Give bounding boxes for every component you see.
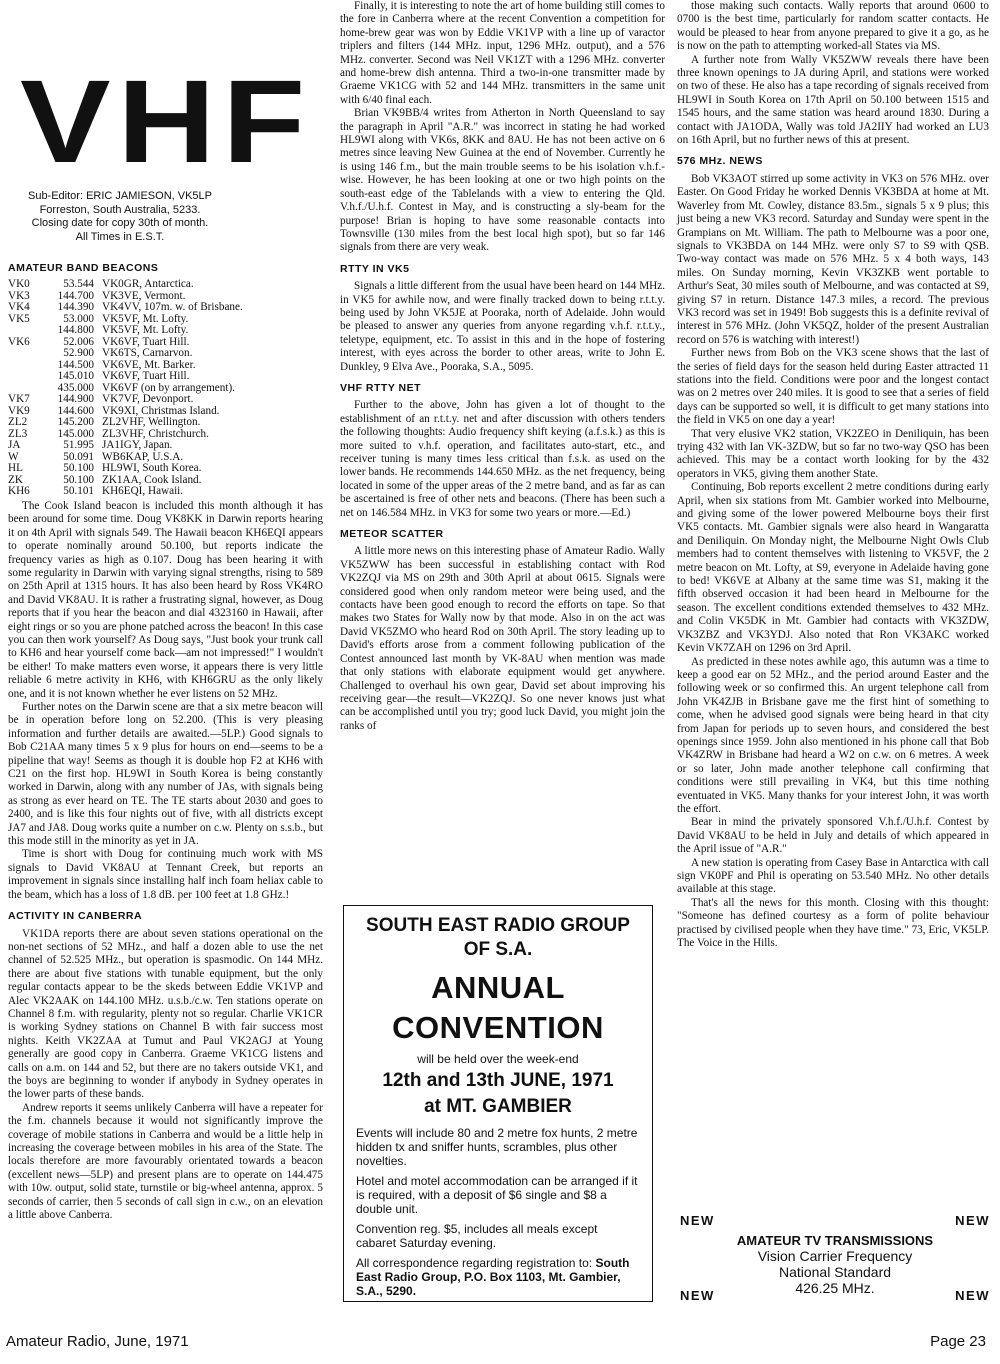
beacon-station: VK3VE, Vermont. — [102, 289, 186, 302]
beacon-station: VK5VF, Mt. Lofty. — [102, 312, 189, 325]
beacon-frequency: 144.700 — [57, 289, 94, 302]
beacons-table — [8, 279, 247, 498]
paragraph: Continuing, Bob reports excellent 2 metre conditions during early April, when six stations from Mt. Gambier worked into Melbourne, and giving some of the lower powered Melbourne boys their first VK5 contacts. Mt. Gambier signals were also heard in Wangaratta and Deniliquin. On Monday night, the Melbourne Night Owls Club members had to content themselves with listening to VK5VF, the 2 metre beacon on Mt. Lofty, at S9, everyone in Adelaide having gone to bed! VK6VE at Albany at the same time was S1, making it the fifth observed occasion it had been heard in Melbourne for the season. The excellent conditions extended themselves to 432 MHz. and Colin VK5DK in Mt. Gambier had contacts with VK3ZDW, VK3ZBZ and VK3YDJ. Also noted that Ron VK3AKC worked Kevin VK7ZAH on 1296 on 3rd April. — [677, 481, 989, 655]
column-3-body — [677, 0, 989, 147]
beacon-frequency: 51.995 — [63, 439, 94, 452]
beacon-station: JA1IGY, Japan. — [102, 439, 173, 452]
beacon-area: KH6 — [8, 485, 30, 498]
beacon-station: WB6KAP, U.S.A. — [102, 450, 184, 463]
beacon-frequency: 145.010 — [57, 370, 94, 383]
footer-page-number: Page 23 — [930, 1333, 986, 1350]
paragraph: That very elusive VK2 station, VK2ZEO in Deniliquin, has been trying 432 with Ian VK-3ZDW, but so far no two-way QSO has been achieved. This may be a contact worth looking for by the 432 operators in VK5, giving them another State. — [677, 427, 989, 480]
column-1-body — [8, 500, 323, 902]
beacon-area — [8, 371, 42, 383]
heading-beacons: AMATEUR BAND BEACONS — [8, 262, 159, 274]
beacon-station: VK6TS, Carnarvon. — [102, 347, 193, 360]
beacon-station: VK9XI, Christmas Island. — [102, 404, 220, 417]
heading-meteor-scatter: METEOR SCATTER — [340, 528, 444, 541]
editor-info: Sub-Editor: ERIC JAMIESON, VK5LP Forreston, South Australia, 5233. Closing date for copy 30th of month. All Times in E.S.T. — [27, 190, 212, 243]
ad-correspondence: All correspondence regarding registration to: South East Radio Group, P.O. Box 1103, Mt. Gambier, S.A., 5290. — [356, 1256, 630, 1298]
beacon-area: VK3 — [8, 289, 30, 302]
new-label-tl: NEW — [680, 1213, 715, 1228]
ad-events: Events will include 80 and 2 metre fox hunts, 2 metre hidden tx and sniffer hunts, scrambles, plus other novelties. — [356, 1126, 638, 1168]
beacon-area: VK0 — [8, 278, 30, 291]
ad-dates: 12th and 13th JUNE, 1971 — [382, 1070, 614, 1091]
beacon-area: VK7 — [8, 393, 30, 406]
amateur-tv-notice — [680, 1213, 990, 1303]
beacon-area — [8, 360, 42, 372]
section-logo: VHF — [20, 56, 313, 188]
beacon-area: ZL3 — [8, 427, 28, 440]
beacon-area: ZL2 — [8, 416, 28, 429]
heading-canberra: ACTIVITY IN CANBERRA — [8, 910, 143, 923]
paragraph: Further notes on the Darwin scene are that a six metre beacon will be in operation before long on 52.200. (This is very pleasing information and further details are awaited.—5LP.) Good signals to Bob C21AA many times 5 x 9 plus for hours on end—seems to be a pipeline that way! Seems as though it is double hop F2 at KH6 with C21 on the first hop. HL9WI in South Korea is being constantly worked in Darwin, along with any number of JAs, with signals being as strong as ever heard on TE. The TE starts about 2030 and goes to 2400, and is like this four nights out of five, with all districts except JA7 and JA8. Doug works quite a number on c.w. Plenty on s.s.b., but this mode still in the minority as yet in JA. — [8, 701, 323, 848]
ad-org-line-1: SOUTH EAST RADIO GROUP — [366, 915, 630, 936]
beacon-area: VK6 — [8, 335, 30, 348]
paragraph: As predicted in these notes awhile ago, this autumn was a time to keep a good ear on 52 MHz., and the period around Easter and the following week or so confirmed this. An urgent telephone call from John VK4ZJB in Brisbane gave me the first hint of something to come, when he advised good signals were being heard in that city from Japan for periods up to seven hours, and considered the best openings since 1959. John also mentioned in his phone call that Bob VK4ZRW in Brisbane had heard a W2 on c.w. on 6 metres. A week or so later, John made another telephone call confirming that conditions were still prevailing in VK4, but this time nothing eventuated in VK5. Many thanks for your interest John, it was worth the effort. — [677, 655, 989, 815]
paragraph: Brian VK9BB/4 writes from Atherton in North Queensland to say the paragraph in April "A.R." was incorrect in stating he had worked HL9WI along with VK6s, 8KK and 8AU. He has not been active on 6 metres since leaving New Guinea at the end of November. Currently he is using 146 f.m., but the main trouble seems to be his isolation v.h.f.-wise. However, he has been looking at one or two high points on the south-east edge of the Tablelands with a view to entering the Qld. V.h.f./U.h.f. Contest in May, and is constructing a sly-beam for the purpose! Brian is hoping to have some reasonable contacts into Townsville (130 miles from the best local high spot), but so far 146 signals from there are very weak. — [340, 107, 665, 254]
rtty-net-text: Further to the above, John has given a lot of thought to the establishment of an r.t.t.y. net and after discussion with others tenders the following thoughts: Audio frequency shift keying (a.f.s.k.) as this is more suited to v.h.f. operation, and facilitates auto-start, etc., and receiver tuning is many times less critical than f.s.k. as used on the lower bands. He recommends 144.650 MHz. as the net frequency, being located in some of the upper areas of the 2 metre band, and as far as can be ascertained is free of other nets and beacons. (There has been such a net on 146.584 MHz. in VK3 for some two years or more.—Ed.) — [340, 399, 665, 519]
new-label-tr: NEW — [955, 1213, 990, 1228]
beacon-frequency: 50.100 — [63, 473, 94, 486]
column-2-body — [340, 0, 665, 255]
paragraph: Andrew reports it seems unlikely Canberra will have a repeater for the f.m. channels because it would not significantly improve the coverage of mobile stations in Canberra and would be a little help in increasing the coverage between mobiles in his area of the State. The locals therefore are more favourably orientated towards a beacon (excellent news—5LP) and present plans are to operate on 144.475 with 10w. output, solid state, turnstile or big-wheel antenna, approx. 5 seconds of carrier, then 5 seconds of call sign in c.w., on an elevation a little above Canberra. — [8, 1101, 323, 1222]
paragraph: That's all the news for this month. Closing with this thought: "Someone has defined courtesy as a form of polite behaviour practised by civilised people when they have time." 73, Eric, VK5LP. The Voice in the Hills. — [677, 896, 989, 950]
ad-title: ANNUAL CONVENTION — [392, 970, 604, 1045]
beacon-area: JA — [8, 439, 21, 452]
atv-line-3: National Standard — [778, 1264, 892, 1280]
heading-rtty-net: VHF RTTY NET — [340, 381, 422, 394]
paragraph: The Cook Island beacon is included this month although it has been around for some time. Doug VK8KK in Darwin reports hearing it on 4th April with signals 549. The Hawaii beacon KH6EQI appears to operate nominally around 50.100, but reports indicate the frequency varies as high as 0.107. Doug has been hearing it with some regularity in Darwin with varying signal strengths, rising to 589 on 25th April at 1315 hours. It has also been heard by Ross VK4RO and David VK8AU. It is rather a frustrating signal, however, as Doug reports that if you hear the beacon and dial 4323160 in Hawaii, after eight rings or so you are phone patched across the beacon! In this case you can then work yourself? As Doug says, "Just book your trunk call to KH6 and hear yourself come back—am not impressed!" I wouldn't be either! To make matters even worse, it appears there is very little reliable 6 metre activity in KH6, with KH6GRU as the only likely one, and it is not known whether he ever listens on 52 MHz. — [8, 499, 323, 700]
beacon-frequency: 144.390 — [57, 301, 94, 314]
paragraph: Bear in mind the privately sponsored V.h.f./U.h.f. Contest by David VK8AU to be held in July and details of which appeared in the April issue of "A.R." — [677, 816, 989, 856]
ad-org-line-2: OF S.A. — [463, 939, 533, 960]
beacon-station: VK5VF, Mt. Lofty. — [102, 324, 189, 337]
beacon-frequency: 145.200 — [57, 416, 94, 429]
beacon-frequency: 435.000 — [57, 381, 94, 394]
ad-held: will be held over the week-end — [417, 1052, 579, 1066]
beacon-row — [8, 486, 247, 498]
beacon-area: HL — [8, 462, 23, 475]
paragraph: A new station is operating from Casey Base in Antarctica with call sign VK0PF and Phil is operating on 53.540 MHz. No other details available at this stage. — [677, 856, 989, 896]
576-news-body — [677, 173, 989, 951]
canberra-body — [8, 928, 323, 1223]
atv-line-2: Vision Carrier Frequency — [757, 1248, 913, 1264]
heading-576-news: 576 MHz. NEWS — [677, 155, 763, 168]
beacon-station: HL9WI, South Korea. — [102, 462, 202, 475]
convention-advert — [343, 905, 653, 1302]
beacon-area: ZK — [8, 473, 23, 486]
column-1 — [8, 0, 323, 1222]
beacon-frequency: 50.091 — [63, 450, 94, 463]
paragraph: A further note from Wally VK5ZWW reveals there have been three known openings to JA during April, and stations were worked on two of these. He also has a tape recording of signals received from HL9WI in South Korea on 17th April on 50.100 between 1515 and 1545 hours, and the same station was heard around 1830. During a contact with JA1ODA, Wally was told JA2IIY had worked an LU3 on 16th April, but no further news of this at present. — [677, 53, 989, 147]
beacon-frequency: 144.500 — [57, 358, 94, 371]
beacon-frequency: 53.544 — [63, 278, 94, 291]
new-label-br: NEW — [955, 1288, 990, 1303]
new-label-bl: NEW — [680, 1288, 715, 1303]
beacon-station: ZK1AA, Cook Island. — [102, 473, 202, 486]
beacon-station: VK6VF (on by arrangement). — [102, 381, 235, 394]
beacon-frequency: 144.900 — [57, 393, 94, 406]
beacon-area: W — [8, 450, 19, 463]
ad-registration: Convention reg. $5, includes all meals except cabaret Saturday evening. — [356, 1222, 598, 1250]
beacon-frequency: 50.100 — [63, 462, 94, 475]
ad-hotel: Hotel and motel accommodation can be arranged if it is required, with a deposit of $6 single and $8 a double unit. — [356, 1174, 638, 1216]
beacon-frequency: 50.101 — [63, 485, 94, 498]
beacon-station: VK6VF, Tuart Hill. — [102, 370, 190, 383]
beacon-frequency: 53.000 — [63, 312, 94, 325]
beacon-station: VK6VE, Mt. Barker. — [102, 358, 196, 371]
footer-publication: Amateur Radio, June, 1971 — [6, 1333, 189, 1350]
beacon-station: VK0GR, Antarctica. — [102, 278, 194, 291]
paragraph: Time is short with Doug for continuing much work with MS signals to David VK8AU at Tennant Creek, but reports an improvement in signals since installing half inch foam heliax cable to the beam, which has a loss of 1.8 dB. per 100 feet at 1.8 GHz.! — [8, 848, 323, 901]
atv-line-4: 426.25 MHz. — [795, 1280, 875, 1296]
beacon-station: VK6VF, Tuart Hill. — [102, 335, 190, 348]
paragraph: VK1DA reports there are about seven stations operational on the non-net sections of 52 MHz., and half a dozen able to use the net channel of 52.525 MHz., but operation is spasmodic. On 144 MHz. there are about five stations with tunable equipment, but the only regular contacts appear to be the skeds between Eddie VK1VP and Alec VK2AAK on 144.100 MHz. u.s.b./c.w. Ten stations operate on Channel 8 f.m. with regularity, plenty not so regular. Charlie VK1CR is working Sydney stations on Channel B with fair success most nights. Keith VK2ZAA at Tumut and Paul VK2AGJ at Young generally are good copy in Canberra. Graeme VK1CG listens and calls on a.m. on 144 and 52, but there are no takers outside VK1, and the boys are beginning to wonder if anybody in Sydney operates in the lower parts of these bands. — [8, 927, 323, 1101]
atv-title: AMATEUR TV TRANSMISSIONS — [736, 1233, 934, 1248]
column-2 — [340, 0, 665, 733]
beacon-frequency: 52.006 — [63, 335, 94, 348]
paragraph: Further news from Bob on the VK3 scene shows that the last of the series of field days for the season held during Easter attracted 11 stations into the field. Conditions were poor and the longest contact was on 2 metres over 240 miles. It is good to see that a series of field days can be supported so well, it is difficult to get many stations into the field in VK5 on one day a year! — [677, 347, 989, 427]
beacon-frequency: 144.800 — [57, 324, 94, 337]
meteor-scatter-text: A little more news on this interesting phase of Amateur Radio. Wally VK5ZWW has been successful in establishing contact with Rod VK2ZQJ via MS on 29th and 30th April at about 0615. Signals were considered good when only random meteor were being used, and the contacts have been good enough to record the efforts on tape. So that makes two States for Wally now by that mode. Also in on the act was David VK5ZMO who heard Rod on 30th April. The story leading up to David's efforts arose from a comment following publication of the Contest announced last month by VK-8AU when mention was made that only stations with elaborate equipment would get anywhere. Challenged to overhaul his own gear, David set about improving his receiving gear—the result—VK2ZQJ. So one never knows just what can be accomplished until you try; good luck David, you might join the ranks of — [340, 545, 665, 732]
paragraph: Finally, it is interesting to note the art of home building still comes to the fore in Canberra where at the recent Convention a competition for home-brew gear was won by Eddie VK1VP with a line up of varactor triplers and filters (144 MHz. input, 1296 MHz. output), and a 576 MHz. converter. Second was Neil VK1ZT with a 1296 MHz. converter and home-brew dish antenna. Third a two-in-one transmitter made by Graeme VK1CG with 52 and 144 MHz. transmitters in the same unit with 6/40 final each. — [340, 0, 665, 106]
beacon-station: ZL2VHF, Wellington. — [102, 416, 201, 429]
beacon-station: VK7VF, Devonport. — [102, 393, 194, 406]
rtty-text: Signals a little different from the usual have been heard on 144 MHz. in VK5 for awhile now, and were finally tracked down to being r.t.t.y. being used by John VK5JE at Pooraka, north of Adelaide. John would be pleased to answer any queries from anyone regarding v.h.f. r.t.t.y., teletype, equipment, etc. To assist in this and in the hope of fostering interest, with eyes across the border to other areas, write to John E. Dunkley, 9 Elva Ave., Pooraka, S.A., 5095. — [340, 280, 665, 373]
beacon-frequency: 145.000 — [57, 427, 94, 440]
beacon-area: VK9 — [8, 404, 30, 417]
column-3 — [677, 0, 989, 950]
paragraph: those making such contacts. Wally reports that around 0600 to 0700 is the best time, particularly for random scatter contacts. He would be pleased to hear from anyone prepared to give it a go, as he is now on the path to attempting worked-all States via MS. — [677, 0, 989, 53]
heading-rtty: RTTY IN VK5 — [340, 262, 410, 275]
beacon-station: ZL3VHF, Christchurch. — [102, 427, 209, 440]
beacon-station: KH6EQI, Hawaii. — [102, 485, 184, 498]
beacon-frequency: 144.600 — [57, 404, 94, 417]
beacon-station: VK4VV, 107m. w. of Brisbane. — [102, 301, 243, 314]
beacon-area — [8, 348, 42, 360]
paragraph: Bob VK3AOT stirred up some activity in VK3 on 576 MHz. over Easter. On Good Friday he worked Dennis VK3BDA at home at Mt. Waverley from Mt. Cowley, distance 83.5m., signals 5 x 9 plus; this just being a new VK3 record. Saturday and Sunday were spent in the Grampians on Mt. William. The path to Melbourne was a poor one, signals to VK3BDA on 144 MHz. were only S7 to S9 with QSB. Two-way contact was made on 576 MHz. 5 x 4 both ways, 143 miles. On Sunday morning, Kevin VK3ZKB went portable to Arthur's Seat, 30 miles south of Melbourne, and was contacted at S9, giving S7 in return. Distance 147.3 miles, a record. The previous VK3 record was set in 1949! Bob suggests this is a definite revival of interest in 576 MHz. (John VK5QZ, holder of the present Australian record on 576 is watching with interest!) — [677, 172, 989, 346]
ad-address: South East Radio Group, P.O. Box 1103, Mt. Gambier, S.A., 5290. — [356, 1256, 630, 1298]
beacon-area: VK4 — [8, 301, 30, 314]
ad-place: at MT. GAMBIER — [424, 1096, 572, 1117]
ad-body — [356, 1126, 640, 1298]
beacon-area: VK5 — [8, 312, 30, 325]
beacon-frequency: 52.900 — [63, 347, 94, 360]
